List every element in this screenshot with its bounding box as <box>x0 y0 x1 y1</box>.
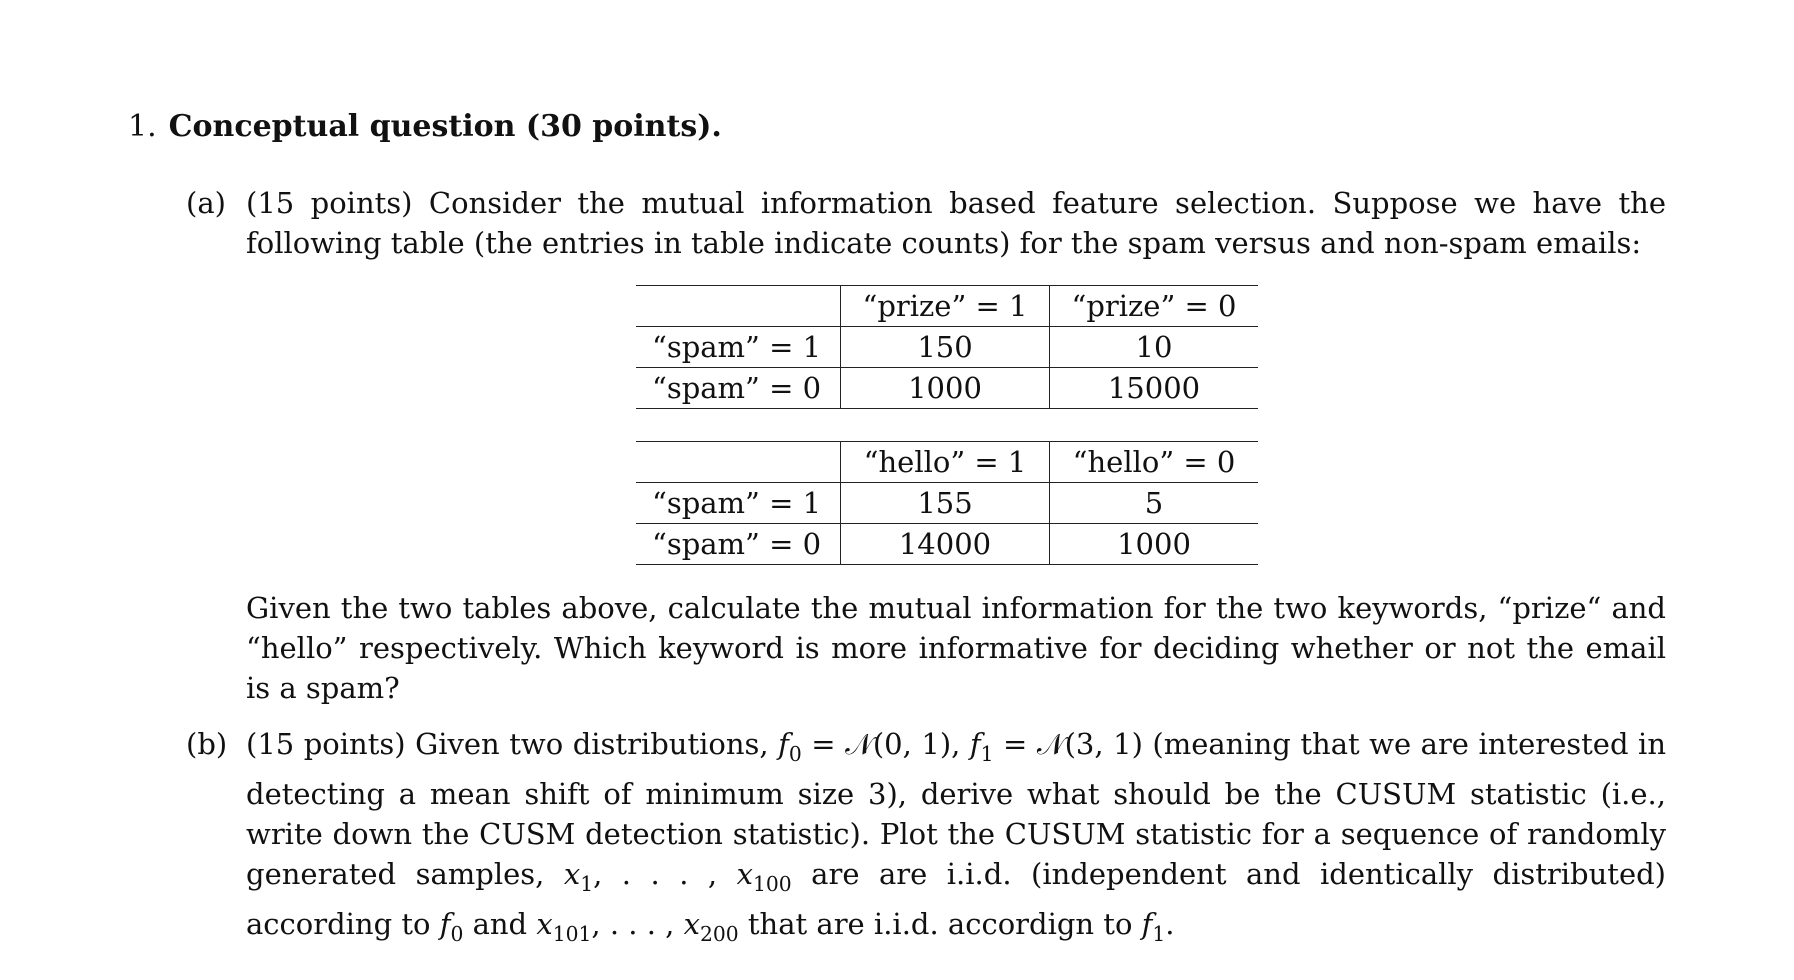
table-corner-cell <box>636 286 841 327</box>
table-cell: 10 <box>1050 327 1259 368</box>
math-symbol: f <box>1141 906 1153 941</box>
text-span: that are i.i.d. accordign to <box>738 906 1142 941</box>
table-row-header: “spam” = 0 <box>636 524 841 565</box>
table-row-header: “spam” = 1 <box>636 483 841 524</box>
table-row <box>636 524 1258 565</box>
math-subscript: 1 <box>580 871 594 896</box>
text-span: are are i.i.d. (independent and identically distributed) according to <box>246 856 1666 941</box>
table-cell: 15000 <box>1050 368 1259 409</box>
math-subscript: 1 <box>980 741 994 766</box>
table-header-row <box>636 286 1258 327</box>
table-cell: 1000 <box>1050 524 1259 565</box>
text-span: = 𝒩(0, 1), <box>801 727 970 761</box>
text-span: and <box>463 906 537 941</box>
math-subscript: 200 <box>699 921 739 946</box>
table-cell: 150 <box>841 327 1050 368</box>
math-subscript: 100 <box>752 871 792 896</box>
table-col-header: “hello” = 0 <box>1050 442 1259 483</box>
table-cell: 1000 <box>841 368 1050 409</box>
question-number: 1. <box>128 109 157 144</box>
math-subscript: 0 <box>788 741 802 766</box>
part-b-label: (b) <box>186 727 228 761</box>
math-symbol: f <box>439 906 451 941</box>
math-subscript: 1 <box>1152 921 1166 946</box>
math-subscript: 101 <box>552 921 592 946</box>
table-row <box>636 368 1258 409</box>
table-row <box>636 327 1258 368</box>
part-a-label: (a) <box>186 186 226 220</box>
question-heading <box>128 107 722 147</box>
table-col-header: “prize” = 1 <box>841 286 1050 327</box>
table-header-row <box>636 442 1258 483</box>
table-col-header: “prize” = 0 <box>1050 286 1259 327</box>
table-col-header: “hello” = 1 <box>841 442 1050 483</box>
table-corner-cell <box>636 442 841 483</box>
table-cell: 14000 <box>841 524 1050 565</box>
math-symbol: x <box>683 906 700 941</box>
table-row-header: “spam” = 0 <box>636 368 841 409</box>
part-a-text: (15 points) Consider the mutual information based feature selection. Suppose we have the following table (the entries in table indicate counts) for the spam versus and non-spam emails: <box>246 186 1666 260</box>
text-span: , . . . , <box>593 856 737 891</box>
table-row <box>636 483 1258 524</box>
math-symbol: f <box>969 727 981 761</box>
text-span: = 𝒩(3, 1) (meaning that we are interested in detecting a mean shift of minimum size 3), derive what should be the CUSUM statistic (i.e., write down the CUSM detection statistic). Plot the CUSUM statistic for a sequence of randomly generated samples, <box>246 727 1666 891</box>
math-symbol: x <box>536 906 553 941</box>
part-b-text <box>246 724 1666 953</box>
math-symbol: x <box>563 856 581 891</box>
text-span: . <box>1165 906 1175 941</box>
table-row-header: “spam” = 1 <box>636 327 841 368</box>
table-cell: 5 <box>1050 483 1259 524</box>
math-symbol: f <box>778 727 789 761</box>
question-title: Conceptual question (30 points). <box>168 109 722 144</box>
text-span: , . . . , <box>591 906 684 941</box>
hello-contingency-table <box>636 441 1258 565</box>
prize-contingency-table <box>636 285 1258 409</box>
math-symbol: x <box>736 856 753 891</box>
table-cell: 155 <box>841 483 1050 524</box>
part-b <box>186 724 1666 953</box>
given-paragraph: Given the two tables above, calculate the mutual information for the two keywords, “prize“ and “hello” respectively. Which keyword is more informative for deciding whether or not the email is a spam? <box>246 591 1666 705</box>
part-a <box>186 183 1666 263</box>
math-subscript: 0 <box>450 921 464 946</box>
text-span: (15 points) Given two distributions, <box>246 727 779 761</box>
